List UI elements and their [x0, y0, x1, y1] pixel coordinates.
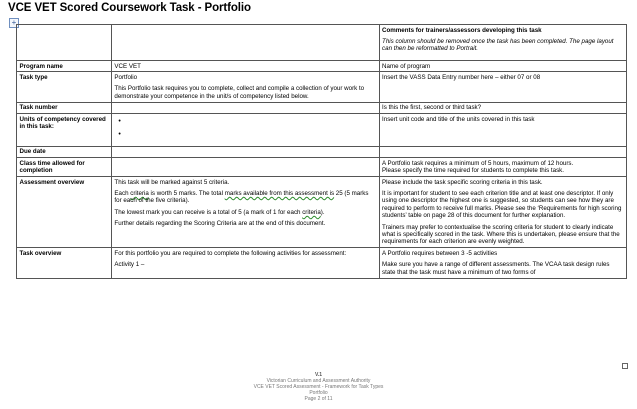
class-time-value[interactable]	[111, 158, 379, 177]
table-row-assessment-overview	[17, 177, 627, 248]
lowest-mark-part-2: criteria	[302, 208, 321, 216]
task-number-comment[interactable]: Is this the first, second or third task?	[379, 102, 626, 113]
marks-detail-part-2: criteria	[130, 189, 149, 197]
table-row-task-overview	[17, 248, 627, 278]
table-row-due-date	[17, 146, 627, 157]
comments-column-note: This column should be removed once the task has been completed. The page layout can then be reformatted to Portrait.	[382, 37, 614, 53]
table-resize-handle[interactable]	[622, 363, 628, 369]
header-cell-comments[interactable]	[379, 25, 626, 61]
lowest-mark-part-3: ).	[320, 208, 325, 216]
class-time-comment-2: Please specify the time required for students to complete this task.	[382, 167, 564, 175]
comments-column-title: Comments for trainers/assessors developing this task	[382, 26, 542, 34]
table-row-units	[17, 114, 627, 147]
assessment-marks-detail	[114, 190, 376, 205]
due-date-value[interactable]	[111, 146, 379, 157]
task-overview-comment[interactable]	[379, 248, 626, 278]
assessment-further-details: Further details regarding the Scoring Criteria are at the end of this document.	[114, 220, 326, 228]
marks-detail-part-5: 25 (5 marks for each of the five criteria).	[114, 189, 369, 205]
task-overview-comment-2: Make sure you have a range of different assessments. The VCAA task design rules state that the task must have a minimum of two forms of	[382, 261, 610, 276]
due-date-label: Due date	[17, 146, 112, 157]
table-row-task-type	[17, 72, 627, 102]
footer-line-3: Portfolio	[309, 390, 328, 396]
task-type-description: This Portfolio task requires you to complete, collect and compile a collection of your work to demonstrate your competence in the unit/s of competency listed below.	[114, 85, 365, 100]
page-footer	[0, 372, 637, 402]
table-row-task-number	[17, 102, 627, 113]
task-overview-intro: For this portfolio you are required to complete the following activities for assessment:	[114, 249, 347, 257]
footer-line-4: Page 2 of 11	[304, 396, 333, 402]
units-value[interactable]	[111, 114, 379, 147]
task-type-value[interactable]	[111, 72, 379, 102]
header-cell-empty-2[interactable]	[111, 25, 379, 61]
assessment-comment-1: Please include the task specific scoring criteria in this task.	[382, 178, 543, 186]
task-number-label: Task number	[17, 102, 112, 113]
table-row-header	[17, 25, 627, 61]
program-name-value[interactable]: VCE VET	[111, 61, 379, 72]
marks-detail-part-3: is worth 5 marks. The total	[148, 189, 225, 197]
footer-line-1: Victorian Curriculum and Assessment Authority	[266, 378, 371, 384]
table-row-program-name	[17, 61, 627, 72]
class-time-comment-1: A Portfolio task requires a minimum of 5 hours, maximum of 12 hours.	[382, 159, 574, 167]
table-move-handle-icon[interactable]: +	[9, 18, 19, 28]
task-overview-label: Task overview	[17, 248, 112, 278]
assessment-comment-2: It is important for student to see each criterion title and at least one descriptor. If only using one descriptor the highest one is suggested, so students can see how they are required to perform to receive full marks. Please see the ‘Requirements for high scoring students’ table on page 28 of this document for further explanation.	[382, 189, 622, 220]
assessment-criteria-count: This task will be marked against 5 criteria.	[114, 178, 230, 186]
class-time-label: Class time allowed for completion	[17, 158, 112, 177]
units-bullet-2: •	[118, 130, 121, 138]
task-overview-comment-1: A Portfolio requires between 3 -5 activities	[382, 249, 498, 257]
assessment-comment-3: Trainers may prefer to contextualise the scoring criteria for student to clearly indicate what is specifically scored in the task. Where this is undertaken, please ensure that the requirements for each criterion are evenly weighted.	[382, 223, 620, 246]
task-table	[16, 24, 627, 279]
lowest-mark-part-1: The lowest mark you can receive is a total of 5 (a mark of 1 for each	[114, 208, 303, 216]
assessment-overview-comment[interactable]	[379, 177, 626, 248]
footer-version: V.1	[314, 372, 323, 378]
document-title: VCE VET Scored Coursework Task - Portfolio	[8, 2, 251, 14]
program-name-comment[interactable]: Name of program	[379, 61, 626, 72]
task-type-portfolio: Portfolio	[114, 73, 138, 81]
assessment-overview-value[interactable]	[111, 177, 379, 248]
task-overview-activity-1: Activity 1 –	[114, 261, 145, 269]
task-number-value[interactable]	[111, 102, 379, 113]
program-name-label: Program name	[17, 61, 112, 72]
marks-detail-part-1: Each	[114, 189, 131, 197]
assessment-lowest-mark	[114, 209, 376, 216]
table-row-class-time	[17, 158, 627, 177]
footer-line-2: VCE VET Scored Assessment - Framework for Task Types	[253, 384, 384, 390]
task-type-comment[interactable]: Insert the VASS Data Entry number here – either 07 or 08	[379, 72, 626, 102]
units-label: Units of competency covered in this task:	[17, 114, 112, 147]
assessment-overview-label: Assessment overview	[17, 177, 112, 248]
marks-detail-part-4: marks available from this assessment is	[224, 189, 335, 197]
task-type-label: Task type	[17, 72, 112, 102]
units-bullet-1: •	[118, 117, 121, 125]
class-time-comment[interactable]	[379, 158, 626, 177]
due-date-comment[interactable]	[379, 146, 626, 157]
units-comment[interactable]: Insert unit code and title of the units covered in this task	[379, 114, 626, 147]
task-overview-value[interactable]	[111, 248, 379, 278]
header-cell-empty-1[interactable]	[17, 25, 112, 61]
